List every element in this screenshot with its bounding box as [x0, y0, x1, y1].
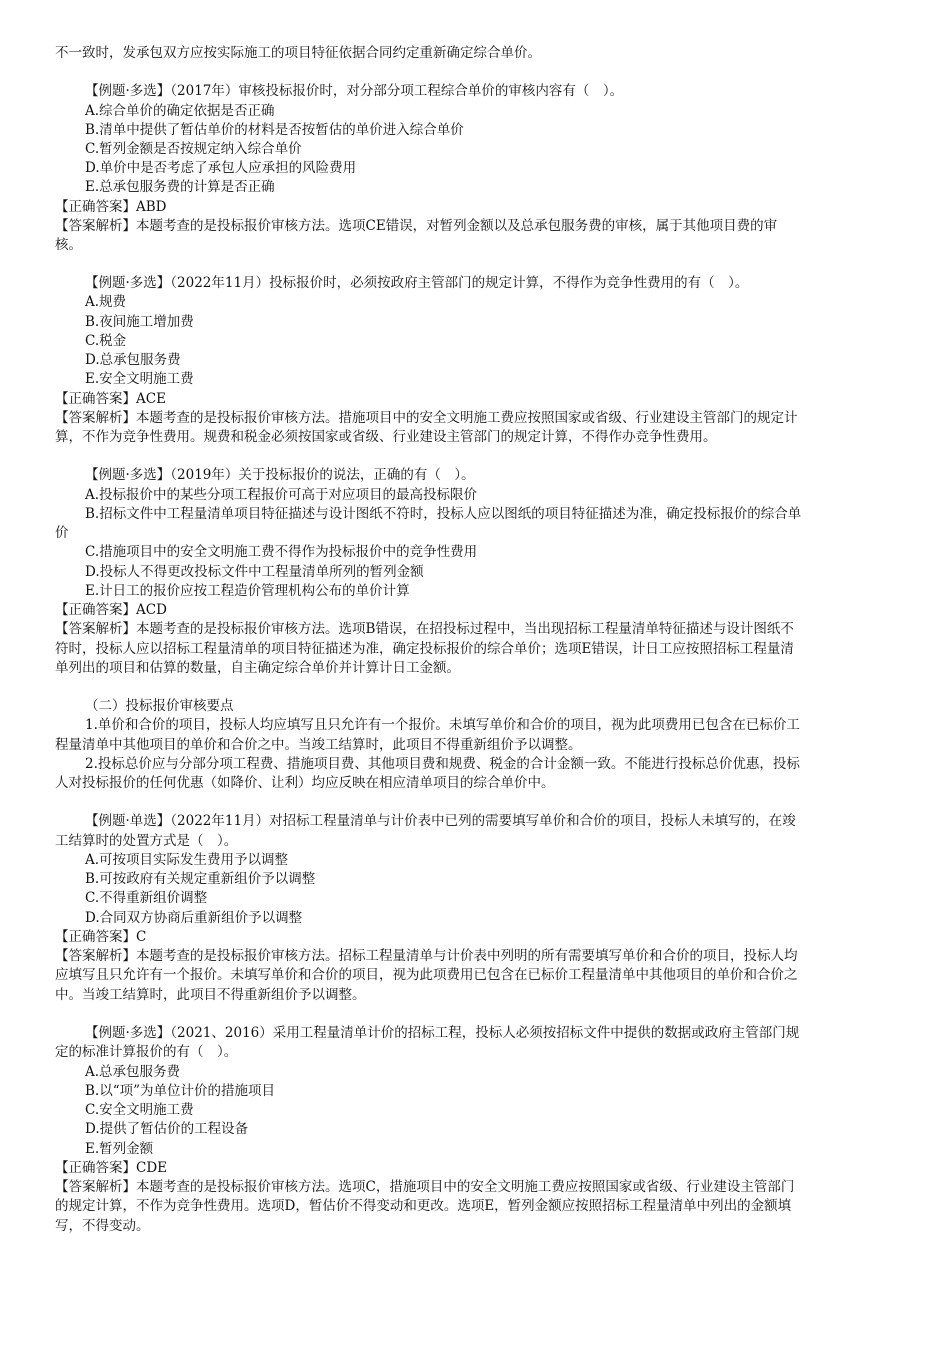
question-stem: 定的标准计算报价的有（ ）。 [55, 1044, 238, 1060]
option-a: A.总承包服务费 [85, 1064, 181, 1080]
correct-answer: 【正确答案】CDE [55, 1160, 168, 1176]
option-b: B.清单中提供了暂估单价的材料是否按暂估的单价进入综合单价 [85, 122, 464, 138]
option-c: C.安全文明施工费 [85, 1102, 194, 1118]
answer-analysis-line: 单列出的项目和估算的数量，自主确定综合单价并计算计日工金额。 [55, 660, 460, 676]
option-c: C.措施项目中的安全文明施工费不得作为投标报价中的竞争性费用 [85, 544, 478, 560]
question-stem: 工结算时的处置方式是（ ）。 [55, 833, 238, 849]
option-e: E.总承包服务费的计算是否正确 [85, 179, 275, 195]
option-a: A.投标报价中的某些分项工程报价可高于对应项目的最高投标限价 [85, 487, 478, 503]
option-e: E.暂列金额 [85, 1141, 154, 1157]
option-d: D.合同双方协商后重新组价予以调整 [85, 910, 303, 926]
section-paragraph: 程量清单中其他项目的单价和合价之中。当竣工结算时，此项目不得重新组价予以调整。 [55, 737, 582, 753]
question-stem: 【例题·多选】（2019年）关于投标报价的说法，正确的有（ ）。 [85, 467, 475, 483]
option-d: D.单价中是否考虑了承包人应承担的风险费用 [85, 160, 357, 176]
option-a: A.可按项目实际发生费用予以调整 [85, 852, 289, 868]
option-d: D.提供了暂估价的工程设备 [85, 1121, 249, 1137]
answer-analysis-line: 【答案解析】本题考查的是投标报价审核方法。措施项目中的安全文明施工费应按照国家或省级、行业建设主管部门的规定计 [55, 410, 798, 426]
answer-analysis-line: 【答案解析】本题考查的是投标报价审核方法。选项B错误，在招投标过程中，当出现招标工程量清单特征描述与设计图纸不 [55, 621, 794, 637]
correct-answer: 【正确答案】ACE [55, 391, 166, 407]
option-c: C.不得重新组价调整 [85, 890, 208, 906]
answer-analysis-line: 【答案解析】本题考查的是投标报价审核方法。选项CE错误，对暂列金额以及总承包服务费的审核，属于其他项目费的审 [55, 218, 778, 234]
answer-analysis-line: 【答案解析】本题考查的是投标报价审核方法。选项C，措施项目中的安全文明施工费应按照国家或省级、行业建设主管部门 [55, 1179, 795, 1195]
question-stem: 【例题·多选】（2021、2016）采用工程量清单计价的招标工程，投标人必须按招标文件中提供的数据或政府主管部门规 [85, 1025, 800, 1041]
option-e: E.计日工的报价应按工程造价管理机构公布的单价计算 [85, 583, 410, 599]
question-stem: 【例题·多选】（2017年）审核投标报价时，对分部分项工程综合单价的审核内容有（ ）。 [85, 83, 624, 99]
answer-analysis-line: 符时，投标人应以招标工程量清单的项目特征描述为准，确定投标报价的综合单价；选项E错误，计日工应按照招标工程量清 [55, 641, 794, 657]
question-stem: 【例题·单选】（2022年11月）对招标工程量清单与计价表中已列的需要填写单价和合价的项目，投标人未填写的，在竣 [85, 813, 796, 829]
option-b-continued: 价 [55, 525, 69, 541]
option-e: E.安全文明施工费 [85, 371, 194, 387]
option-c: C.税金 [85, 333, 127, 349]
option-d: D.总承包服务费 [85, 352, 181, 368]
correct-answer: 【正确答案】C [55, 929, 147, 945]
section-title: （二）投标报价审核要点 [85, 698, 234, 714]
answer-analysis-line: 写，不得变动。 [55, 1218, 150, 1234]
option-a: A.规费 [85, 294, 127, 310]
section-paragraph: 人对投标报价的任何优惠（如降价、让利）均应反映在相应清单项目的综合单价中。 [55, 775, 555, 791]
section-paragraph: 2.投标总价应与分部分项工程费、措施项目费、其他项目费和规费、税金的合计金额一致。不能进行投标总价优惠，投标 [85, 756, 800, 772]
question-stem: 【例题·多选】（2022年11月）投标报价时，必须按政府主管部门的规定计算，不得作为竞争性费用的有（ ）。 [85, 275, 749, 291]
option-b: B.可按政府有关规定重新组价予以调整 [85, 871, 316, 887]
option-a: A.综合单价的确定依据是否正确 [85, 103, 275, 119]
section-paragraph: 1.单价和合价的项目，投标人均应填写且只允许有一个报价。未填写单价和合价的项目，视为此项费用已包含在已标价工 [85, 717, 800, 733]
option-b: B.招标文件中工程量清单项目特征描述与设计图纸不符时，投标人应以图纸的项目特征描述为准，确定投标报价的综合单 [85, 506, 802, 522]
intro-text: 不一致时，发承包双方应按实际施工的项目特征依据合同约定重新确定综合单价。 [55, 45, 541, 61]
correct-answer: 【正确答案】ACD [55, 602, 167, 618]
answer-analysis-line: 中。当竣工结算时，此项目不得重新组价予以调整。 [55, 987, 366, 1003]
answer-analysis-line: 核。 [55, 237, 82, 253]
answer-analysis-line: 算，不作为竞争性费用。规费和税金必须按国家或省级、行业建设主管部门的规定计算，不得作办竞争性费用。 [55, 429, 717, 445]
answer-analysis-line: 【答案解析】本题考查的是投标报价审核方法。招标工程量清单与计价表中列明的所有需要填写单价和合价的项目，投标人均 [55, 948, 798, 964]
answer-analysis-line: 应填写且只允许有一个报价。未填写单价和合价的项目，视为此项费用已包含在已标价工程量清单中其他项目的单价和合价之 [55, 967, 798, 983]
option-b: B.夜间施工增加费 [85, 314, 194, 330]
correct-answer: 【正确答案】ABD [55, 199, 167, 215]
option-b: B.以“项”为单位计价的措施项目 [85, 1083, 276, 1099]
option-c: C.暂列金额是否按规定纳入综合单价 [85, 141, 302, 157]
option-d: D.投标人不得更改投标文件中工程量清单所列的暂列金额 [85, 564, 424, 580]
answer-analysis-line: 的规定计算，不作为竞争性费用。选项D，暂估价不得变动和更改。选项E，暂列金额应按照招标工程量清单中列出的金额填 [55, 1198, 792, 1214]
